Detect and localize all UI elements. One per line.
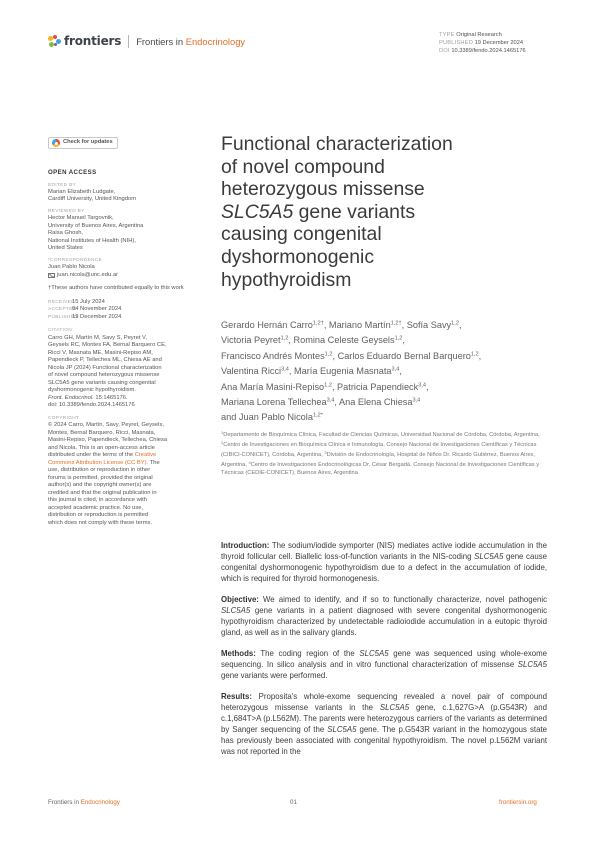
author-affiliation-sup: 3,4 bbox=[418, 382, 427, 389]
affiliations bbox=[221, 429, 556, 477]
gene-name: SLC5A5 bbox=[379, 703, 410, 712]
author-name[interactable]: Francisco Andrés Montes bbox=[221, 350, 325, 361]
citation-line: Geysels RC, Montes FA, Bernal Barquero CE, bbox=[48, 342, 167, 349]
citation-line: Nicola JP (2024) Functional characterization bbox=[48, 364, 162, 371]
article-sidebar bbox=[48, 137, 196, 527]
title-line: hypothyroidism bbox=[221, 268, 352, 291]
citation-line: SLC5A5 gene variants causing congenital bbox=[48, 379, 156, 386]
journal-name[interactable]: Frontiers in Endocrinology bbox=[136, 35, 246, 47]
edited-by-heading: EDITED BY bbox=[48, 182, 77, 188]
copyright-line: Masini-Repiso, Papendieck, Tellechea, Chiesa bbox=[48, 437, 168, 444]
abstract-methods: Methods: The coding region of the SLC5A5 gene was sequenced using whole-exome sequencing. In silico analysis and in vitro functional characterization of missense SLC5A5 gene variants were performed. bbox=[221, 649, 547, 680]
editor-affiliation: Cardiff University, United Kingdom bbox=[48, 196, 137, 203]
open-access-label: OPEN ACCESS bbox=[48, 169, 97, 176]
author-affiliation-sup: 1,2 bbox=[451, 320, 459, 327]
footer-site-link[interactable]: frontiersin.org bbox=[499, 799, 537, 806]
citation-line: of novel compound heterozygous missense bbox=[48, 372, 160, 379]
author-affiliation-sup: 3,4 bbox=[326, 397, 335, 404]
citation-doi[interactable]: doi: 10.3389/fendo.2024.1465176 bbox=[48, 402, 135, 409]
copyright-line: this journal is cited, in accordance with bbox=[48, 497, 147, 504]
equal-contribution-note: †These authors have contributed equally to this work bbox=[48, 285, 184, 292]
abstract-section-label: Results: bbox=[221, 692, 252, 701]
received-key: RECEIVED bbox=[48, 299, 75, 305]
header-divider bbox=[128, 35, 129, 48]
abstract-section-label: Objective: bbox=[221, 595, 259, 604]
copyright-line: author(s) and the copyright owner(s) are bbox=[48, 482, 152, 489]
affiliation-text: Departamento de Bioquímica Clínica, Facultad de Ciencias Químicas, Universidad Nacional de Córdoba, Córdoba, Argentina, bbox=[223, 432, 540, 438]
gene-name: SLC5A5 bbox=[517, 660, 547, 669]
correspondence-heading: *CORRESPONDENCE bbox=[48, 257, 103, 263]
affiliation-text: Centro de Investigaciones Endocrinológicas Dr. César Bergadá, Consejo Nacional de Investigaciones Científicas y Técnicas (CEDIE-CONICET), Buenos Aires, Argentina bbox=[221, 462, 540, 477]
author-name[interactable]: Ana Elena Chiesa bbox=[338, 397, 413, 408]
reviewer-line: Hector Manuel Targovnik, bbox=[48, 215, 114, 222]
published-key: PUBLISHED bbox=[48, 314, 78, 320]
citation-heading: CITATION bbox=[48, 328, 73, 334]
editor-name: Marian Elizabeth Ludgate, bbox=[48, 188, 116, 195]
correspondence-name: Juan Pablo Nicola bbox=[48, 264, 95, 271]
abstract-objective: Objective: We aimed to identify, and if so to functionally characterize, novel pathogenic SLC5A5 gene variants in a patient diagnosed with severe congenital dyshormonogenic hypothyroidism characterized by undetectable radioiodide accumulation in a eutopic thyroid gland, as well as in the salivary glands. bbox=[221, 595, 547, 637]
page-number: 01 bbox=[290, 799, 297, 806]
citation-text bbox=[48, 335, 196, 410]
author-affiliation-sup: 3,4 bbox=[412, 397, 421, 404]
author-affiliation-sup: 3,4 bbox=[391, 366, 400, 373]
affiliation-text: División de Endocrinología, Hospital de Niños Dr. Ricardo Gutiérrez, Buenos Aires, Argentina, bbox=[221, 452, 535, 469]
author-name[interactable]: Ana María Masini-Repiso bbox=[221, 381, 325, 392]
author-name[interactable]: María Eugenia Masnata bbox=[293, 366, 392, 377]
article-meta bbox=[439, 31, 526, 56]
received-value: 15 July 2024 bbox=[72, 298, 105, 305]
frontiers-logo[interactable] bbox=[48, 34, 245, 48]
reviewed-by-list bbox=[48, 215, 196, 253]
copyright-line: distributed under the terms of the bbox=[48, 452, 135, 459]
check-updates-label: Check for updates bbox=[63, 139, 113, 146]
abstract-section-label: Methods: bbox=[221, 649, 256, 658]
dates-block bbox=[48, 299, 196, 322]
abstract bbox=[221, 540, 547, 767]
affiliation-number: 3 bbox=[324, 450, 327, 456]
copyright-line: forums is permitted, provided the original bbox=[48, 474, 153, 481]
affiliation-text: Centro de Investigaciones en Bioquímica Clínica e Inmunología, Consejo Nacional de Investigaciones Científicas y Técnicas (CIBICI-CONICET), Córdoba, Argentina, bbox=[221, 442, 537, 459]
correspondence-email-row[interactable] bbox=[48, 272, 196, 280]
author-name[interactable]: Romina Celeste Geysels bbox=[293, 335, 395, 346]
copyright-text bbox=[48, 422, 196, 527]
brand-name: frontiers bbox=[64, 34, 122, 48]
author-affiliation-sup: 1,2 bbox=[324, 382, 332, 389]
reviewer-line: United States bbox=[48, 245, 83, 252]
copyright-line: and Nicola. This is an open-access article bbox=[48, 444, 155, 451]
reviewer-line: Raisa Ghosh, bbox=[48, 230, 84, 237]
author-affiliation-sup: 1,2 bbox=[324, 351, 333, 358]
author-name[interactable]: Valentina Ricci bbox=[221, 366, 282, 377]
citation-journal: Front. Endocrinol. bbox=[48, 394, 94, 401]
reviewed-by-heading: REVIEWED BY bbox=[48, 208, 85, 214]
article-title bbox=[221, 133, 551, 291]
title-line: heterozygous missense bbox=[221, 178, 425, 201]
accepted-key: ACCEPTED bbox=[48, 307, 77, 313]
accepted-value: 04 November 2024 bbox=[72, 306, 122, 313]
crossmark-icon bbox=[52, 139, 60, 147]
author-name[interactable]: Victoria Peyret bbox=[221, 335, 281, 346]
copyright-line: © 2024 Carro, Martín, Savy, Peyret, Geysels, bbox=[48, 422, 164, 429]
title-gene: SLC5A5 bbox=[221, 200, 294, 223]
meta-type-value: Original Research bbox=[456, 32, 502, 38]
title-line: of novel compound bbox=[221, 155, 385, 178]
frontiers-logo-icon bbox=[48, 35, 61, 48]
meta-type-key: TYPE bbox=[439, 32, 455, 38]
meta-doi-key: DOI bbox=[439, 48, 450, 55]
author-name[interactable]: Gerardo Hernán Carro bbox=[221, 320, 313, 330]
author-name[interactable]: Patricia Papendieck bbox=[337, 381, 419, 392]
copyright-line: distribution or reproduction is permitted bbox=[48, 512, 149, 519]
author-name[interactable]: and Juan Pablo Nicola bbox=[221, 412, 313, 423]
title-line: Functional characterization bbox=[221, 133, 453, 155]
published-value: 19 December 2024 bbox=[72, 313, 122, 320]
citation-line: Ricci V, Masnata ME, Masini-Repiso AM, bbox=[48, 349, 153, 356]
copyright-line: use, distribution or reproduction in other bbox=[48, 467, 151, 474]
copyright-line: which does not comply with these terms. bbox=[48, 519, 153, 526]
title-line: dyshormonogenic bbox=[221, 245, 375, 268]
author-affiliation-sup: 1,2 bbox=[280, 335, 289, 342]
citation-line: Carro GH, Martín M, Savy S, Peyret V, bbox=[48, 334, 148, 341]
gene-name: SLC5A5 bbox=[327, 725, 357, 734]
correspondence-email[interactable]: juan.nicola@unc.edu.ar bbox=[57, 271, 118, 278]
author-name[interactable]: Sofía Savy bbox=[406, 320, 452, 330]
author-affiliation-sup: 3,4 bbox=[281, 366, 289, 373]
reviewer-line: National Institutes of Health (NIH), bbox=[48, 237, 136, 244]
license-link[interactable]: Commons Attribution License (CC BY). bbox=[48, 459, 149, 466]
copyright-line: The bbox=[148, 459, 160, 466]
abstract-results: Results: Proposita's whole-exome sequencing revealed a novel pair of compound heterozygous missense variants in the SLC5A5 gene, c.1,627G>A (p.G543R) and c.1,684T>A (p.L562M). The parents were heterozygous carriers of the variants as determined by Sanger sequencing of the SLC5A5 gene. The p.G543R variant in the homozygous state has previously been associated with congenital hypothyroidism. The novel p.L562M variant was not reported in the bbox=[221, 692, 548, 756]
edited-by-list bbox=[48, 189, 196, 204]
author-affiliation-sup: 1,2 bbox=[470, 351, 479, 358]
author-affiliation-sup: 1,2 bbox=[394, 335, 403, 342]
license-link[interactable]: Creative bbox=[134, 452, 157, 459]
citation-line: Papendieck P, Tellechea ML, Chiesa AE and bbox=[48, 357, 162, 364]
citation-line: dyshormonogenic hypothyroidism. bbox=[48, 387, 136, 394]
citation-volume: 15:1465176. bbox=[93, 394, 128, 401]
check-updates-button[interactable] bbox=[48, 137, 118, 149]
author-affiliation-sup: 1,2† bbox=[312, 320, 324, 327]
author-list: Gerardo Hernán Carro$^{1,2\dagger}$, Mariano Martín$^{1,2\dagger}$, Sofía Savy$^{1,2}$, Victoria Peyret$^{1,2}$, Romina Celeste Geysels$^{1,2}$, Francisco Andrés Montes$^{1,2}$, Carlos Eduardo Bernal Barquero$^{1,2}$, Valentina Ricci$^{3,4}$, María Eugenia Masnata$^{3,4}$, Ana María Masini-Repiso$^{1,2}$, Patricia Papendieck$^{3,4}$, Mariana Lorena Tellechea$^{3,4}$, Ana Elena Chiesa$^{3,4}$ and Juan Pablo Nicola$^{1,2*}$ bbox=[221, 320, 482, 423]
gene-name: SLC5A5 bbox=[359, 649, 389, 658]
envelope-icon bbox=[48, 273, 55, 278]
author-name[interactable]: Mariano Martín bbox=[328, 320, 391, 330]
copyright-heading: COPYRIGHT bbox=[48, 415, 80, 421]
author-affiliation-sup: 1,2* bbox=[312, 412, 323, 419]
author-affiliation-sup: 1,2† bbox=[390, 320, 402, 327]
copyright-line: credited and that the original publication in bbox=[48, 489, 157, 496]
reviewer-line: University of Buenos Aires, Argentina bbox=[48, 222, 144, 229]
meta-doi-value[interactable]: 10.3389/fendo.2024.1465176 bbox=[451, 48, 526, 55]
affiliation-number: 4 bbox=[248, 460, 251, 466]
title-line: causing congenital bbox=[221, 223, 382, 246]
gene-name: SLC5A5 bbox=[474, 552, 504, 561]
copyright-line: accepted academic practice. No use, bbox=[48, 504, 144, 511]
title-line: SLC5A5 gene variants bbox=[221, 200, 416, 223]
affiliation-number: 2 bbox=[221, 440, 224, 446]
author-name[interactable]: Carlos Eduardo Bernal Barquero bbox=[337, 350, 471, 361]
abstract-introduction: Introduction: The sodium/iodide symporter (NIS) mediates active iodide accumulation in the thyroid follicular cell. Biallelic loss-of-function variants in the NIS-coding SLC5A5 gene cause congenital dyshormonogenic hypothyroidism due to a defect in the accumulation of iodide, which is required for thyroid hormonogenesis. bbox=[221, 541, 547, 583]
footer-journal[interactable]: Frontiers in Endocrinology bbox=[48, 799, 120, 806]
author-name[interactable]: Mariana Lorena Tellechea bbox=[221, 397, 327, 408]
meta-published-key: PUBLISHED bbox=[439, 40, 474, 47]
affiliation-number: 1 bbox=[221, 430, 224, 435]
gene-name: SLC5A5 bbox=[221, 606, 251, 615]
copyright-line: Montes, Bernal Barquero, Ricci, Masnata, bbox=[48, 429, 156, 436]
abstract-section-label: Introduction: bbox=[221, 541, 270, 550]
meta-published-value: 19 December 2024 bbox=[474, 40, 524, 47]
